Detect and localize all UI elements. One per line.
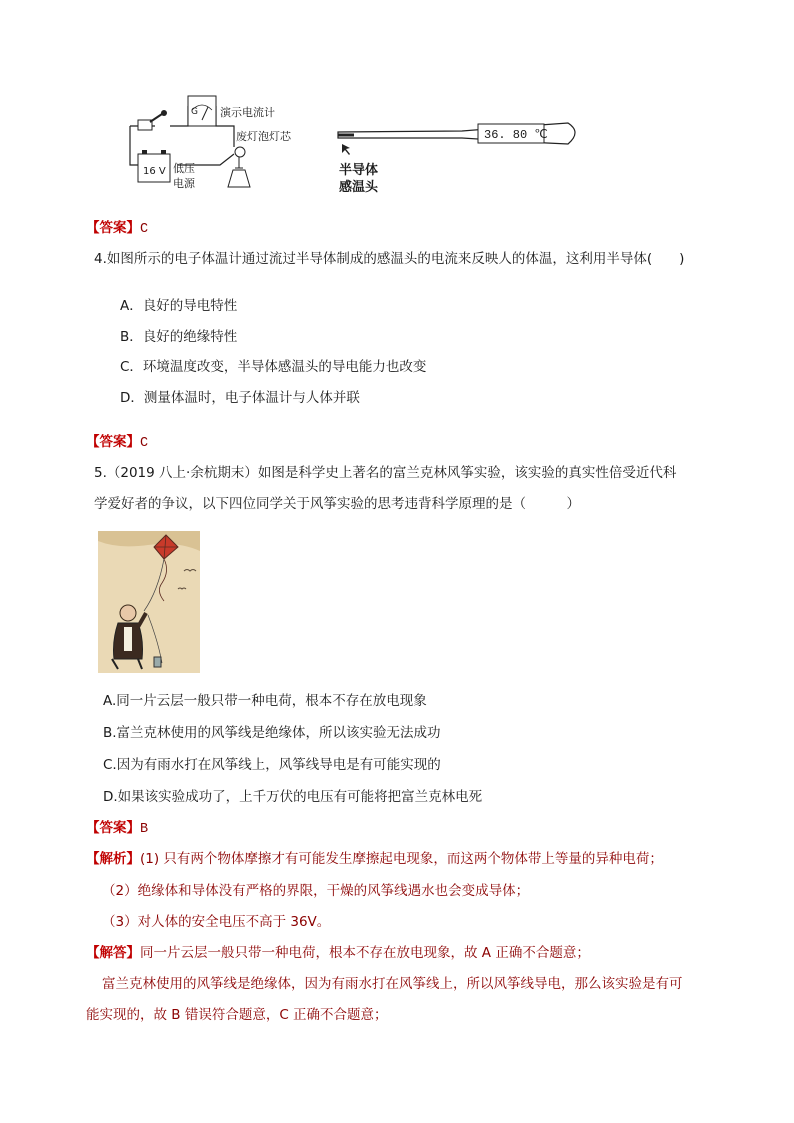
galvanometer-symbol: G [191,107,198,117]
analysis-text: (1) 只有两个物体摩擦才有可能发生摩擦起电现象，而这两个物体带上等量的异种电荷； [140,851,663,867]
analysis-tag: 【解析】 [86,851,140,867]
answer-tag: 【答案】 [86,434,140,450]
thermometer-display: 36. 80 ℃ [484,128,548,142]
q4-option-d: D．测量体温时，电子体温计与人体并联 [120,390,360,406]
bulb-label: 废灯泡灯芯 [236,130,291,143]
answer-tag: 【答案】 [86,220,140,236]
thermometer-label-2: 感温头 [339,180,379,195]
q5-option-c: C.因为有雨水打在风筝线上，风筝线导电是有可能实现的 [103,757,441,773]
analysis-line-3: （3）对人体的安全电压不高于 36V。 [102,914,331,930]
q4-option-a: A．良好的导电特性 [120,298,238,314]
answer-3 [86,219,148,239]
battery-value: 16 V [143,166,166,177]
thermometer-label-1: 半导体 [339,163,379,178]
answer-tag: 【答案】 [86,820,140,836]
q5-option-b: B.富兰克林使用的风筝线是绝缘体，所以该实验无法成功 [103,725,441,741]
solution-line-1 [86,944,590,962]
solution-tag: 【解答】 [86,945,140,961]
solution-text: 同一片云层一般只带一种电荷，根本不存在放电现象，故 A 正确不合题意； [140,945,590,961]
question-4-stem: 4.如图所示的电子体温计通过流过半导体制成的感温头的电流来反映人的体温，这利用半导体( ) [94,251,685,267]
question-5-stem-line-2: 学爱好者的争议，以下四位同学关于风筝实验的思考违背科学原理的是（ ） [94,496,580,512]
answer-value: B [140,822,149,837]
arrow-icon [340,142,354,156]
source-label-2: 电源 [173,177,195,190]
source-label-1: 低压 [173,162,195,175]
q4-option-b: B．良好的绝缘特性 [120,329,238,345]
answer-5 [86,819,148,839]
analysis-line-1 [86,850,663,868]
galvanometer-label: 演示电流计 [220,106,275,119]
answer-4 [86,433,148,453]
solution-line-3: 能实现的，故 B 错误符合题意，C 正确不合题意； [86,1007,388,1023]
answer-value: C [140,222,149,237]
solution-line-2: 富兰克林使用的风筝线是绝缘体，因为有雨水打在风筝线上，所以风筝线导电，那么该实验是有可 [102,976,683,992]
answer-value: C [140,436,149,451]
question-5-stem-line-1: 5.（2019 八上·余杭期末）如图是科学史上著名的富兰克林风筝实验，该实验的真实性倍受近代科 [94,465,677,481]
q5-option-d: D.如果该实验成功了，上千万伏的电压有可能将把富兰克林电死 [103,789,483,805]
q4-option-c: C．环境温度改变，半导体感温头的导电能力也改变 [120,359,427,375]
analysis-line-2: （2）绝缘体和导体没有严格的界限，干燥的风筝线遇水也会变成导体； [102,883,530,899]
q5-option-a: A.同一片云层一般只带一种电荷，根本不存在放电现象 [103,693,427,709]
franklin-kite-illustration [98,531,200,673]
